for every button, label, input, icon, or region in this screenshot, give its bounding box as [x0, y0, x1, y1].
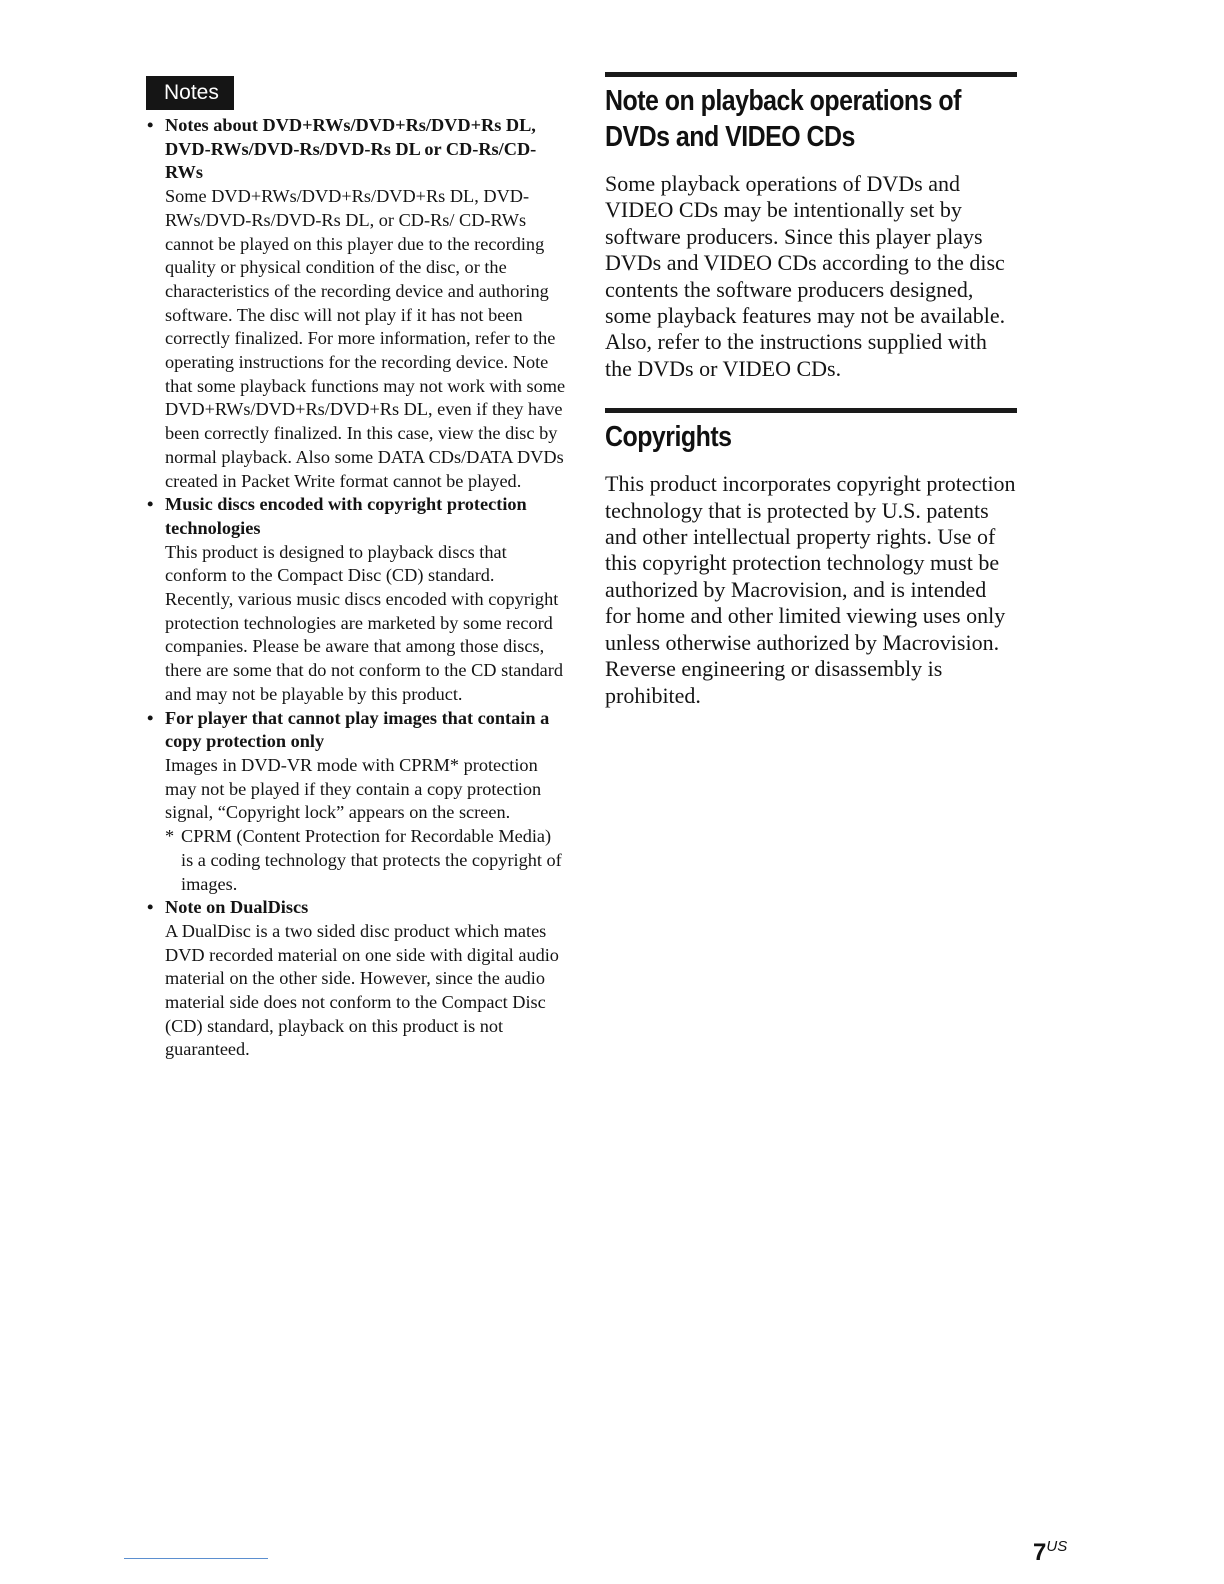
- page-number: [1033, 1538, 1067, 1567]
- playback-section-heading: [605, 83, 1018, 155]
- note-item: [146, 896, 566, 1062]
- footnote-mark: *: [165, 826, 175, 847]
- notes-badge: Notes: [146, 76, 234, 110]
- page-number-digit: 7: [1033, 1539, 1047, 1566]
- bullet: •: [147, 494, 154, 515]
- right-column: [605, 72, 1017, 709]
- bullet: •: [147, 115, 154, 135]
- note-title: Note on DualDiscs: [165, 897, 309, 918]
- note-body: This product is designed to playback discs that conform to the Compact Disc (CD) standard. Recently, various music discs encoded with copyright protection technologies are marketed by some record companies. Please be aware that among those discs, there are some that do not conform to the CD standard and may not be playable by this product.: [165, 541, 564, 704]
- divider: [124, 1558, 268, 1559]
- note-title: Notes about DVD+RWs/DVD+Rs/DVD+Rs DL, DVD-RWs/DVD-Rs/DVD-Rs DL or CD-Rs/CD-RWs: [165, 115, 537, 183]
- bullet: •: [147, 707, 154, 728]
- heading-line: Note on playback operations of: [605, 85, 961, 117]
- copyrights-body: This product incorporates copyright protection technology that is protected by U.S. patents and other intellectual property rights. Use of this copyright protection technology must be authorized by Macrovision, and is intended for home and other limited viewing uses only unless otherwise authorized by Macrovision. Reverse engineering or disassembly is prohibited.: [605, 471, 1016, 708]
- note-title: For player that cannot play images that contain a copy protection only: [165, 707, 550, 752]
- note-item: [146, 114, 566, 493]
- bullet: •: [147, 897, 154, 918]
- notes-column: [146, 76, 566, 1062]
- note-body: Some DVD+RWs/DVD+Rs/DVD+Rs DL, DVD-RWs/DVD-Rs/DVD-Rs DL, or CD-Rs/ CD-RWs cannot be played on this player due to the recording quality or physical condition of the disc, or the characteristics of the recording device and authoring software. The disc will not play if it has not been correctly finalized. For more information, refer to the operating instructions for the recording device. Note that some playback functions may not work with some DVD+RWs/DVD+Rs/DVD+Rs DL, even if they have been correctly finalized. In this case, view the disc by normal playback. Also some DATA CDs/DATA DVDs created in Packet Write format cannot be played.: [165, 186, 566, 491]
- section-rule: [605, 72, 1017, 77]
- footnote: [165, 825, 566, 896]
- note-title: Music discs encoded with copyright protection technologies: [165, 494, 527, 538]
- playback-section-body: Some playback operations of DVDs and VIDEO CDs may be intentionally set by software producers. Since this player plays DVDs and VIDEO CDs according to the disc contents the software producers designed, some playback features may not be available. Also, refer to the instructions supplied with the DVDs or VIDEO CDs.: [605, 171, 1006, 381]
- footnote-text: CPRM (Content Protection for Recordable Media) is a coding technology that protects the copyright of images.: [181, 826, 562, 894]
- note-body: Images in DVD-VR mode with CPRM* protection may not be played if they contain a copy protection signal, “Copyright lock” appears on the screen.: [165, 754, 542, 823]
- copyrights-heading: Copyrights: [605, 421, 732, 454]
- note-item: [146, 493, 566, 706]
- note-item: [146, 707, 566, 897]
- page-number-suffix: US: [1046, 1538, 1068, 1555]
- note-body: A DualDisc is a two sided disc product which mates DVD recorded material on one side with digital audio material on the other side. However, since the audio material side does not conform to the Compact Disc (CD) standard, playback on this product is not guaranteed.: [165, 920, 559, 1060]
- heading-line: DVDs and VIDEO CDs: [605, 121, 855, 153]
- section-rule: [605, 408, 1017, 413]
